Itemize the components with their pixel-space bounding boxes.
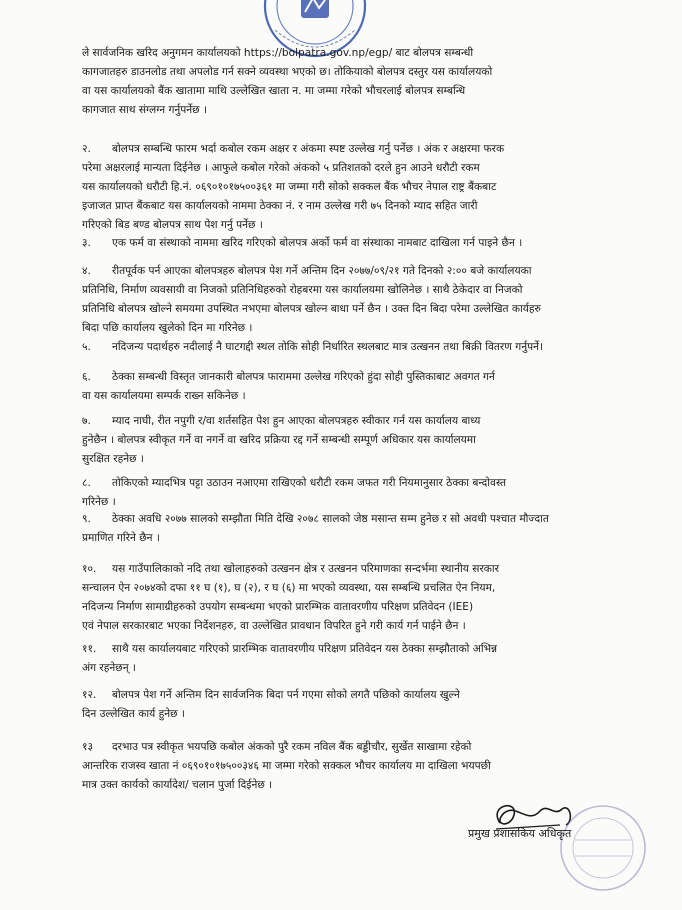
clause-6	[82, 368, 638, 406]
clause-text: नदिजन्य निर्माण सामाग्रीहरुको उपयोग सम्बन्धमा भएको प्रारम्भिक वातावरणीय परिक्षण प्रतिवेदन (IEE)	[82, 601, 474, 613]
clause-text: बिदा पछि कार्यालय खुलेको दिन मा गरिनेछ ।	[82, 322, 253, 334]
clause-number: ११.	[82, 643, 97, 655]
clause-text: बोलपत्र सम्बन्धि फारम भर्दा कबोल रकम अक्षर र अंकमा स्पष्ट उल्लेख गर्नु पर्नेछ । अंक र अक्षरमा फरक	[112, 143, 505, 155]
clause-number: ५.	[82, 341, 91, 353]
clause-text: गरिएको बिड बण्ड बोलपत्र साथ पेश गर्नु पर्नेछ ।	[82, 219, 263, 231]
clause-text: गरिनेछ ।	[82, 496, 116, 508]
clause-number: ४.	[82, 265, 91, 277]
clause-number: २.	[82, 143, 91, 155]
clause-11	[82, 640, 638, 678]
clause-text: सुरक्षित रहनेछ ।	[82, 453, 144, 465]
intro-line-1: ले सार्वजनिक खरिद अनुगमन कार्यालयको https://bolpatra.gov.np/egp/ बाट बोलपत्र सम्बन्धी	[82, 47, 474, 59]
clause-text: अंग रहनेछन् ।	[82, 662, 136, 674]
clause-12	[82, 686, 638, 724]
clause-number: ३.	[82, 237, 91, 249]
intro-line-3: वा यस कार्यालयको बैंक खातामा माथि उल्लेखित खाता न. मा जम्मा गरेको भौचरलाई बोलपत्र सम्बन्धि	[82, 85, 466, 97]
intro-line-4: कागजात साथ संग्लग्न गर्नुपर्नेछ ।	[82, 104, 207, 116]
clause-text: यस गाउँपालिकाको नदि तथा खोलाहरुको उत्खनन क्षेत्र र उत्खनन परिमाणका सन्दर्भमा स्थानीय सरकार	[112, 563, 500, 575]
clause-10	[82, 560, 638, 636]
clause-text: यस कार्यालयको धरौटी हि.नं. ०६९०१०१७५००३६१ मा जम्मा गरी सोको सक्कल बैंक भौचर नेपाल राष्ट्र बैंकबाट	[82, 181, 497, 193]
clause-9	[82, 510, 638, 548]
clause-text: साथै यस कार्यालयबाट गरिएको प्रारम्भिक वातावरणीय परिक्षण प्रतिवेदन यस ठेक्का सम्झौताको अभिन्न	[112, 643, 498, 655]
clause-13	[82, 738, 638, 795]
clause-text: वा यस कार्यालयमा सम्पर्क राख्न सकिनेछ ।	[82, 390, 246, 402]
signatory-title: प्रमुख प्रशासकिय अधिकृत	[468, 827, 572, 840]
clause-text: दिन उल्लेखित कार्य हुनेछ ।	[82, 708, 185, 720]
clause-text: रीतपूर्वक पर्न आएका बोलपत्रहरु बोलपत्र पेश गर्ने अन्तिम दिन २०७७/०९/२१ गते दिनको २:०० बजे कार्यालयका	[112, 265, 532, 277]
clause-7	[82, 412, 638, 469]
clause-text: प्रतिनिधि, निर्माण व्यवसायी वा निजको प्रतिनिधिहरुको रोहबरमा यस कार्यालयमा खोलिनेछ । साथै ठेकेदार वा निजको	[82, 284, 523, 296]
clause-number: ९.	[82, 513, 91, 525]
clause-5	[82, 338, 638, 357]
clause-text: एवं नेपाल सरकारबाट भएका निर्देशनहरु, वा उल्लेखित प्रावधान विपरित हुने गरी कार्य गर्न पाईने छैन ।	[82, 620, 466, 632]
clause-text: प्रमाणित गरिने छैन ।	[82, 532, 160, 544]
clause-text: प्रतिनिधि बोलपत्र खोल्ने समयमा उपस्थित नभएमा बोलपत्र खोल्न बाधा पर्ने छैन । उक्त दिन बिदा परेमा उल्लेखित कार्यहरु	[82, 303, 541, 315]
clause-text: सन्चालन ऐन २०७४को दफा ११ घ (१), घ (२), र घ (६) मा भएको व्यवस्था, यस सम्बन्धि प्रचलित ऐन नियम,	[82, 582, 496, 594]
clause-2	[82, 140, 638, 235]
clause-number: १३	[82, 741, 94, 753]
clause-text: दरभाउ पत्र स्वीकृत भयपछि कबोल अंकको पुरै रकम नविल बैंक बड्डीचौर, सुर्खेत साखामा रहेको	[112, 741, 472, 753]
clause-number: १०.	[82, 563, 97, 575]
clause-number: ६.	[82, 371, 91, 383]
clause-text: परेमा अक्षरलाई मान्यता दिईनेछ । आफुले कबोल गरेको अंकको ५ प्रतिशतको दरले हुन आउने धरौटी रकम	[82, 162, 480, 174]
clause-text: नदिजन्य पदार्थहरु नदीलाई नै घाटगद्दी स्थल तोकि सोही निर्धारित स्थलबाट मात्र उत्खनन तथा बिक्री वितरण गर्नुपर्ने।	[112, 341, 543, 353]
intro-line-2: कागजातहरु डाउनलोड तथा अपलोड गर्न सक्ने व्यवस्था भएको छ। तोकियाको बोलपत्र दस्तुर यस कार्यालयको	[82, 66, 493, 78]
clause-text: एक फर्म वा संस्थाको नाममा खरिद गरिएको बोलपत्र अर्को फर्म वा संस्थाका नामबाट दाखिला गर्न पाइने छैन ।	[112, 237, 523, 249]
clause-text: ठेक्का अवधि २०७७ सालको सम्झौता मिति देखि २०७८ सालको जेष्ठ मसान्त सम्म हुनेछ र सो अवधी पश्चात मौज्दात	[112, 513, 549, 525]
clause-number: ८.	[82, 477, 91, 489]
clause-text: इजाजत प्राप्त बैंकबाट यस कार्यालयको नाममा ठेक्का नं. र नाम उल्लेख गरी ७५ दिनको म्याद सहित जारी	[82, 200, 478, 212]
clause-8	[82, 474, 638, 512]
clause-text: ठेक्का सम्बन्धी विस्तृत जानकारी बोलपत्र फाराममा उल्लेख गरिएको हुंदा सोही पुस्तिकाबाट अवगत गर्न	[112, 371, 495, 383]
intro-paragraph	[82, 44, 638, 120]
clause-3	[82, 234, 638, 253]
office-stamp-icon	[555, 800, 650, 895]
clause-text: आन्तरिक राजस्व खाता नं ०६९०१०१७५००३४६ मा जम्मा गरेको सक्कल भौचर कार्यालय मा दाखिला भयपछी	[82, 760, 491, 772]
clause-number: ७.	[82, 415, 91, 427]
clause-4	[82, 262, 638, 338]
clause-text: मात्र उक्त कार्यको कार्यादेश/ चलान पुर्जा दिईनेछ ।	[82, 779, 273, 791]
clause-text: म्याद नाघी, रीत नपुगी र/वा शर्तसहित पेश हुन आएका बोलपत्रहरु स्वीकार गर्न यस कार्यालय बाध्य	[112, 415, 481, 427]
clause-text: हुनेछैन । बोलपत्र स्वीकृत गर्ने वा नगर्ने वा खरिद प्रक्रिया रद्द गर्ने सम्बन्धी सम्पूर्ण अधिकार यस कार्यालयमा	[82, 434, 476, 446]
clause-number: १२.	[82, 689, 97, 701]
clause-text: तोकिएको म्यादभित्र पट्टा उठाउन नआएमा राखिएको धरौटी रकम जफत गरी नियमानुसार ठेक्का बन्दोवस्त	[112, 477, 507, 489]
clause-text: बोलपत्र पेश गर्ने अन्तिम दिन सार्वजनिक बिदा पर्न गएमा सोको लगतै पछिको कार्यालय खुल्ने	[112, 689, 460, 701]
